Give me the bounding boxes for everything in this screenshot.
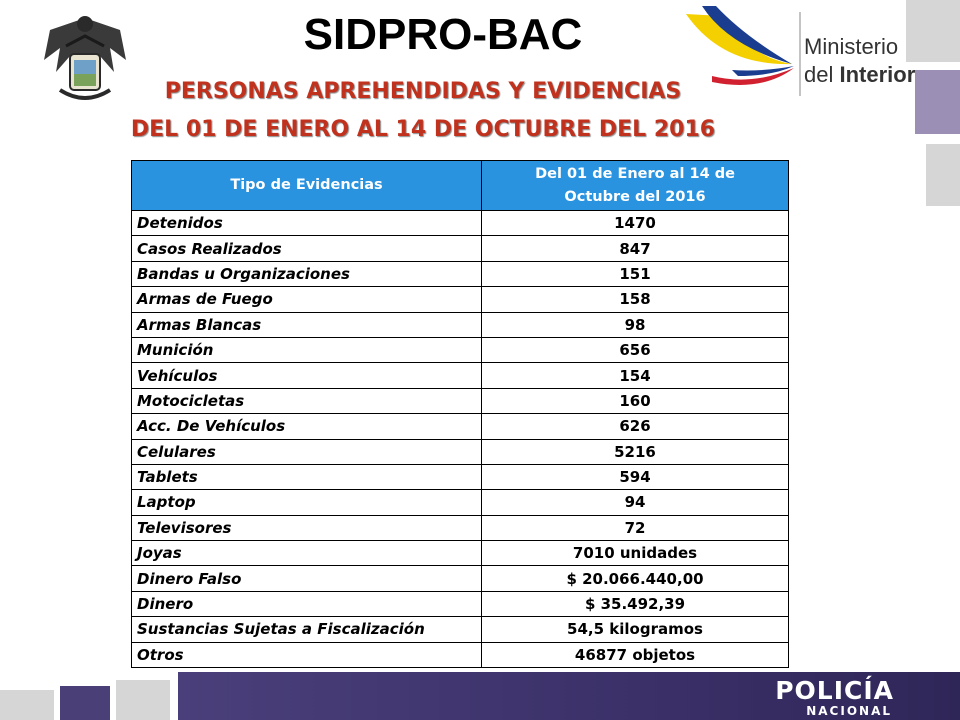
- ministry-label-line2: del Interior: [804, 62, 916, 87]
- row-value: 72: [482, 515, 789, 540]
- row-label: Munición: [132, 337, 482, 362]
- row-label: Casos Realizados: [132, 236, 482, 261]
- row-label: Otros: [132, 642, 482, 667]
- table-row: [132, 439, 789, 464]
- table-row: [132, 312, 789, 337]
- table-row: [132, 566, 789, 591]
- row-value: 158: [482, 287, 789, 312]
- table-row: [132, 261, 789, 286]
- table-row: [132, 414, 789, 439]
- row-label: Celulares: [132, 439, 482, 464]
- row-value: 1470: [482, 211, 789, 236]
- ministry-label: Ministerio: [804, 34, 899, 59]
- row-value: 46877 objetos: [482, 642, 789, 667]
- footer-brand-sub: NACIONAL: [806, 704, 892, 718]
- row-label: Tablets: [132, 464, 482, 489]
- table-row: [132, 236, 789, 261]
- row-value: 7010 unidades: [482, 541, 789, 566]
- row-label: Bandas u Organizaciones: [132, 261, 482, 286]
- row-label: Armas Blancas: [132, 312, 482, 337]
- row-label: Laptop: [132, 490, 482, 515]
- row-label: Dinero Falso: [132, 566, 482, 591]
- footer-brand: POLICÍA: [775, 676, 894, 705]
- row-label: Detenidos: [132, 211, 482, 236]
- page-title: SIDPRO-BAC: [303, 10, 583, 59]
- row-value: 151: [482, 261, 789, 286]
- evidence-table: [131, 160, 789, 668]
- decor-square: [116, 680, 170, 720]
- row-value: 847: [482, 236, 789, 261]
- row-value: 656: [482, 337, 789, 362]
- decor-square: [915, 70, 960, 134]
- subtitle-line2: DEL 01 DE ENERO AL 14 DE OCTUBRE DEL 2016: [130, 117, 716, 142]
- table-row: [132, 591, 789, 616]
- row-label: Acc. De Vehículos: [132, 414, 482, 439]
- row-value: 5216: [482, 439, 789, 464]
- decor-square: [926, 144, 960, 206]
- row-label: Televisores: [132, 515, 482, 540]
- row-value: 94: [482, 490, 789, 515]
- row-value: 594: [482, 464, 789, 489]
- decor-square: [60, 686, 110, 720]
- column-header-period: Del 01 de Enero al 14 de Octubre del 2016: [482, 161, 789, 211]
- table-row: [132, 642, 789, 667]
- table-row: [132, 617, 789, 642]
- row-value: 54,5 kilogramos: [482, 617, 789, 642]
- table-row: [132, 490, 789, 515]
- table-row: [132, 211, 789, 236]
- table-header-row: [132, 161, 789, 211]
- table-row: [132, 515, 789, 540]
- row-label: Sustancias Sujetas a Fiscalización: [132, 617, 482, 642]
- decor-square: [0, 690, 54, 720]
- table-row: [132, 541, 789, 566]
- table-row: [132, 287, 789, 312]
- table-body: [132, 211, 789, 668]
- table-row: [132, 464, 789, 489]
- row-value: 160: [482, 388, 789, 413]
- row-value: 154: [482, 363, 789, 388]
- table-row: [132, 388, 789, 413]
- row-label: Joyas: [132, 541, 482, 566]
- row-label: Vehículos: [132, 363, 482, 388]
- row-value: 98: [482, 312, 789, 337]
- row-label: Dinero: [132, 591, 482, 616]
- table-row: [132, 337, 789, 362]
- column-header-type: Tipo de Evidencias: [132, 161, 482, 211]
- row-label: Armas de Fuego: [132, 287, 482, 312]
- subtitle-line1: PERSONAS APREHENDIDAS Y EVIDENCIAS: [164, 79, 682, 104]
- table-row: [132, 363, 789, 388]
- row-label: Motocicletas: [132, 388, 482, 413]
- row-value: $ 20.066.440,00: [482, 566, 789, 591]
- row-value: 626: [482, 414, 789, 439]
- decor-square: [906, 0, 960, 62]
- row-value: $ 35.492,39: [482, 591, 789, 616]
